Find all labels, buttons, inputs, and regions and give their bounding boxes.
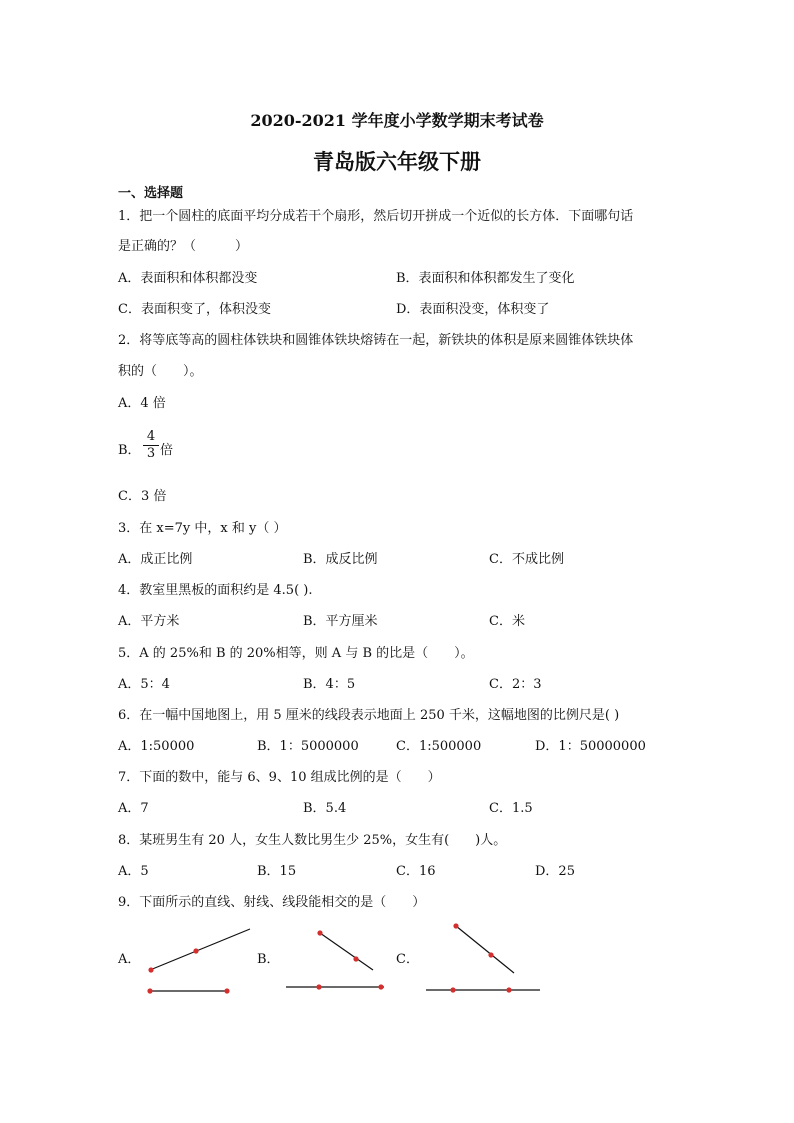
question-9-option-a[interactable]: A．	[118, 952, 141, 967]
exam-subtitle: 青岛版六年级下册	[313, 149, 481, 174]
question-2-option-b-suffix: 倍	[160, 443, 174, 458]
figure-a-point	[224, 988, 229, 993]
figure-a	[147, 929, 250, 994]
question-7-option-a[interactable]: A．7	[118, 801, 149, 816]
question-5-line-1: 5．A 的 25%和 B 的 20%相等，则 A 与 B 的比是（ ）。	[118, 646, 474, 661]
figure-a-point	[148, 967, 153, 972]
question-1-line-2: 是正确的？（ ）	[118, 239, 249, 254]
figure-c-point	[450, 987, 455, 992]
question-9-line-1: 9．下面所示的直线、射线、线段能相交的是（ ）	[118, 895, 426, 910]
question-1-option-c[interactable]: C．表面积变了，体积没变	[118, 302, 271, 317]
question-1-option-a[interactable]: A．表面积和体积都没变	[118, 271, 258, 286]
question-5-option-c[interactable]: C．2：3	[489, 677, 542, 692]
question-4-option-c[interactable]: C．米	[489, 614, 525, 629]
question-1-option-d[interactable]: D．表面积没变，体积变了	[396, 302, 550, 317]
question-8-option-a[interactable]: A．5	[118, 864, 149, 879]
figure-a-point	[147, 988, 152, 993]
question-2-option-c[interactable]: C．3 倍	[118, 489, 167, 504]
question-8-option-b[interactable]: B．15	[257, 864, 297, 879]
question-4-option-b[interactable]: B．平方厘米	[303, 614, 378, 629]
section-heading: 一、选择题	[118, 186, 184, 201]
question-8-line-1: 8．某班男生有 20 人，女生人数比男生少 25%，女生有( )人。	[118, 833, 507, 848]
question-3-option-b[interactable]: B．成反比例	[303, 552, 378, 567]
question-9-option-b[interactable]: B．	[257, 952, 280, 967]
figure-c-point	[453, 923, 458, 928]
figure-b	[286, 930, 384, 989]
question-3-option-a[interactable]: A．成正比例	[118, 552, 193, 567]
question-7-option-b[interactable]: B．5.4	[303, 801, 347, 816]
question-6-option-a[interactable]: A．1:50000	[118, 739, 195, 754]
question-2-line-2: 积的（ ）。	[118, 364, 203, 379]
figure-a-point	[193, 948, 198, 953]
question-1-option-b[interactable]: B．表面积和体积都发生了变化	[396, 271, 575, 286]
exam-title: 2020-2021 学年度小学数学期末考试卷	[250, 111, 544, 130]
figure-c	[426, 923, 540, 992]
question-8-option-c[interactable]: C．16	[396, 864, 436, 879]
question-4-line-1: 4．教室里黑板的面积约是 4.5( ).	[118, 583, 313, 598]
question-6-line-1: 6．在一幅中国地图上，用 5 厘米的线段表示地面上 250 千米，这幅地图的比例尺是( )	[118, 708, 620, 723]
question-8-option-d[interactable]: D．25	[535, 864, 575, 879]
question-1-line-1: 1．把一个圆柱的底面平均分成若干个扇形，然后切开拼成一个近似的长方体．下面哪句话	[118, 209, 634, 224]
figure-b-point	[316, 984, 321, 989]
figure-c-ray	[456, 926, 514, 973]
question-6-option-c[interactable]: C．1:500000	[396, 739, 482, 754]
figure-b-point	[353, 956, 358, 961]
figure-b-point	[378, 984, 383, 989]
figure-c-point	[488, 952, 493, 957]
figure-b-ray	[320, 933, 373, 970]
question-2-option-a[interactable]: A．4 倍	[118, 396, 166, 411]
figure-b-point	[317, 930, 322, 935]
question-6-option-d[interactable]: D．1：50000000	[535, 739, 646, 754]
question-4-option-a[interactable]: A．平方米	[118, 614, 180, 629]
fraction-numerator: 4	[146, 429, 156, 444]
question-3-option-c[interactable]: C．不成比例	[489, 552, 564, 567]
question-5-option-b[interactable]: B．4：5	[303, 677, 356, 692]
question-5-option-a[interactable]: A．5：4	[118, 677, 170, 692]
figure-c-point	[506, 987, 511, 992]
question-3-line-1: 3．在 x=7y 中，x 和 y（ ）	[118, 521, 287, 536]
fraction-denominator: 3	[146, 446, 156, 461]
figure-a-ray	[150, 929, 250, 970]
question-7-line-1: 7．下面的数中，能与 6、9、10 组成比例的是（ ）	[118, 770, 441, 785]
question-6-option-b[interactable]: B．1：5000000	[257, 739, 359, 754]
question-2-option-b[interactable]: B．	[118, 443, 141, 458]
question-7-option-c[interactable]: C．1.5	[489, 801, 533, 816]
question-9-option-c[interactable]: C．	[396, 952, 419, 967]
question-2-line-1: 2．将等底等高的圆柱体铁块和圆锥体铁块熔铸在一起，新铁块的体积是原来圆锥体铁块体	[118, 333, 634, 348]
